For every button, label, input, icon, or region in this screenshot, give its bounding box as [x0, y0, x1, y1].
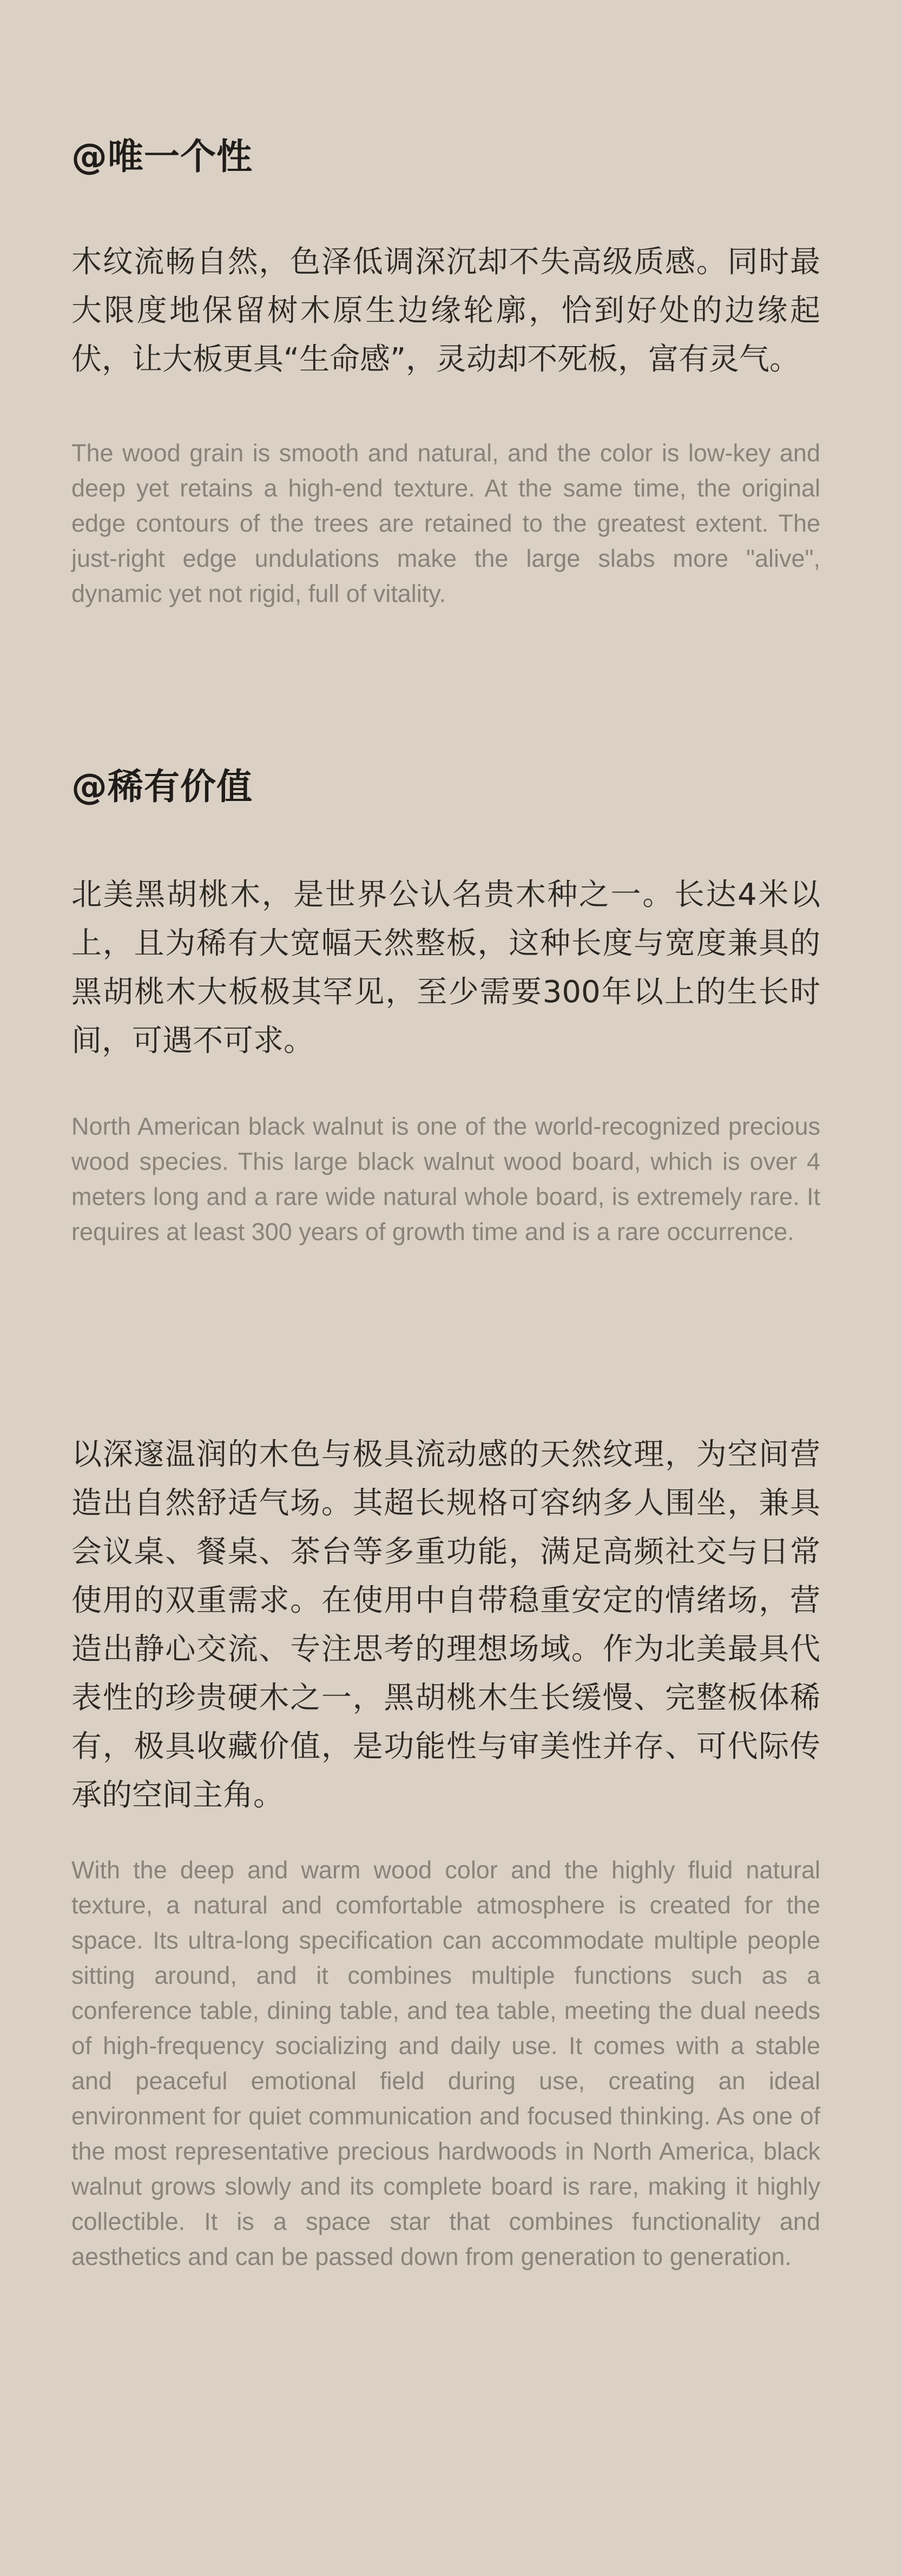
section-heading-uniqueness: @唯一个性 — [71, 136, 253, 177]
section-uniqueness-en-wrap — [71, 435, 820, 611]
usage-chinese-paragraph: 以深邃温润的木色与极具流动感的天然纹理，为空间营造出自然舒适气场。其超长规格可容纳多人围坐，兼具会议桌、餐桌、茶台等多重功能，满足高频社交与日常使用的双重需求。在使用中自带稳重安定的情绪场，营造出静心交流、专注思考的理想场域。作为北美最具代表性的珍贵硬木之一，黑胡桃木生长缓慢、完整板体稀有，极具收藏价值，是功能性与审美性并存、可代际传承的空间主角。 — [71, 1437, 820, 1813]
section-uniqueness-zh-wrap — [71, 238, 820, 384]
usage-english-paragraph: With the deep and warm wood color and the highly fluid natural texture, a natural and comfortable atmosphere is created for the space. Its ultra-long specification can accommodate multiple people sitting around, and it combines multiple functions such as a conference table, dining table, and tea table, meeting the dual needs of high-frequency socializing and daily use. It comes with a stable and peaceful emotional field during use, creating an ideal environment for quiet communication and focused thinking. As one of the most representative precious hardwoods in North America, black walnut grows slowly and its complete board is rare, making it highly collectible. It is a space star that combines functionality and aesthetics and can be passed down from generation to generation. — [71, 1856, 820, 2270]
rarity-english-paragraph: North American black walnut is one of the world-recognized precious wood species. This large black walnut wood board, which is over 4 meters long and a rare wide natural whole board, is extremely rare. It requires at least 300 years of growth time and is a rare occurrence. — [71, 1112, 820, 1246]
section-usage-zh-wrap — [71, 1431, 820, 1820]
rarity-chinese-paragraph: 北美黑胡桃木，是世界公认名贵木种之一。长达4米以上，且为稀有大宽幅天然整板，这种长度与宽度兼具的黑胡桃木大板极其罕见，至少需要300年以上的生长时间，可遇不可求。 — [71, 877, 820, 1058]
section-usage-en-wrap — [71, 1852, 820, 2274]
uniqueness-english-paragraph: The wood grain is smooth and natural, and the color is low-key and deep yet retains a high-end texture. At the same time, the original edge contours of the trees are retained to the greatest extent. The just-right edge undulations make the large slabs more "alive", dynamic yet not rigid, full of vitality. — [71, 439, 820, 607]
section-rarity-en-wrap — [71, 1109, 820, 1249]
section-rarity-heading-wrap — [71, 765, 820, 808]
section-heading-rarity: @稀有价值 — [71, 766, 253, 807]
section-uniqueness-heading-wrap — [71, 135, 820, 178]
uniqueness-chinese-paragraph: 木纹流畅自然，色泽低调深沉却不失高级质感。同时最大限度地保留树木原生边缘轮廓，恰到好处的边缘起伏，让大板更具“生命感”，灵动却不死板，富有灵气。 — [71, 244, 820, 377]
section-rarity-zh-wrap — [71, 871, 820, 1065]
